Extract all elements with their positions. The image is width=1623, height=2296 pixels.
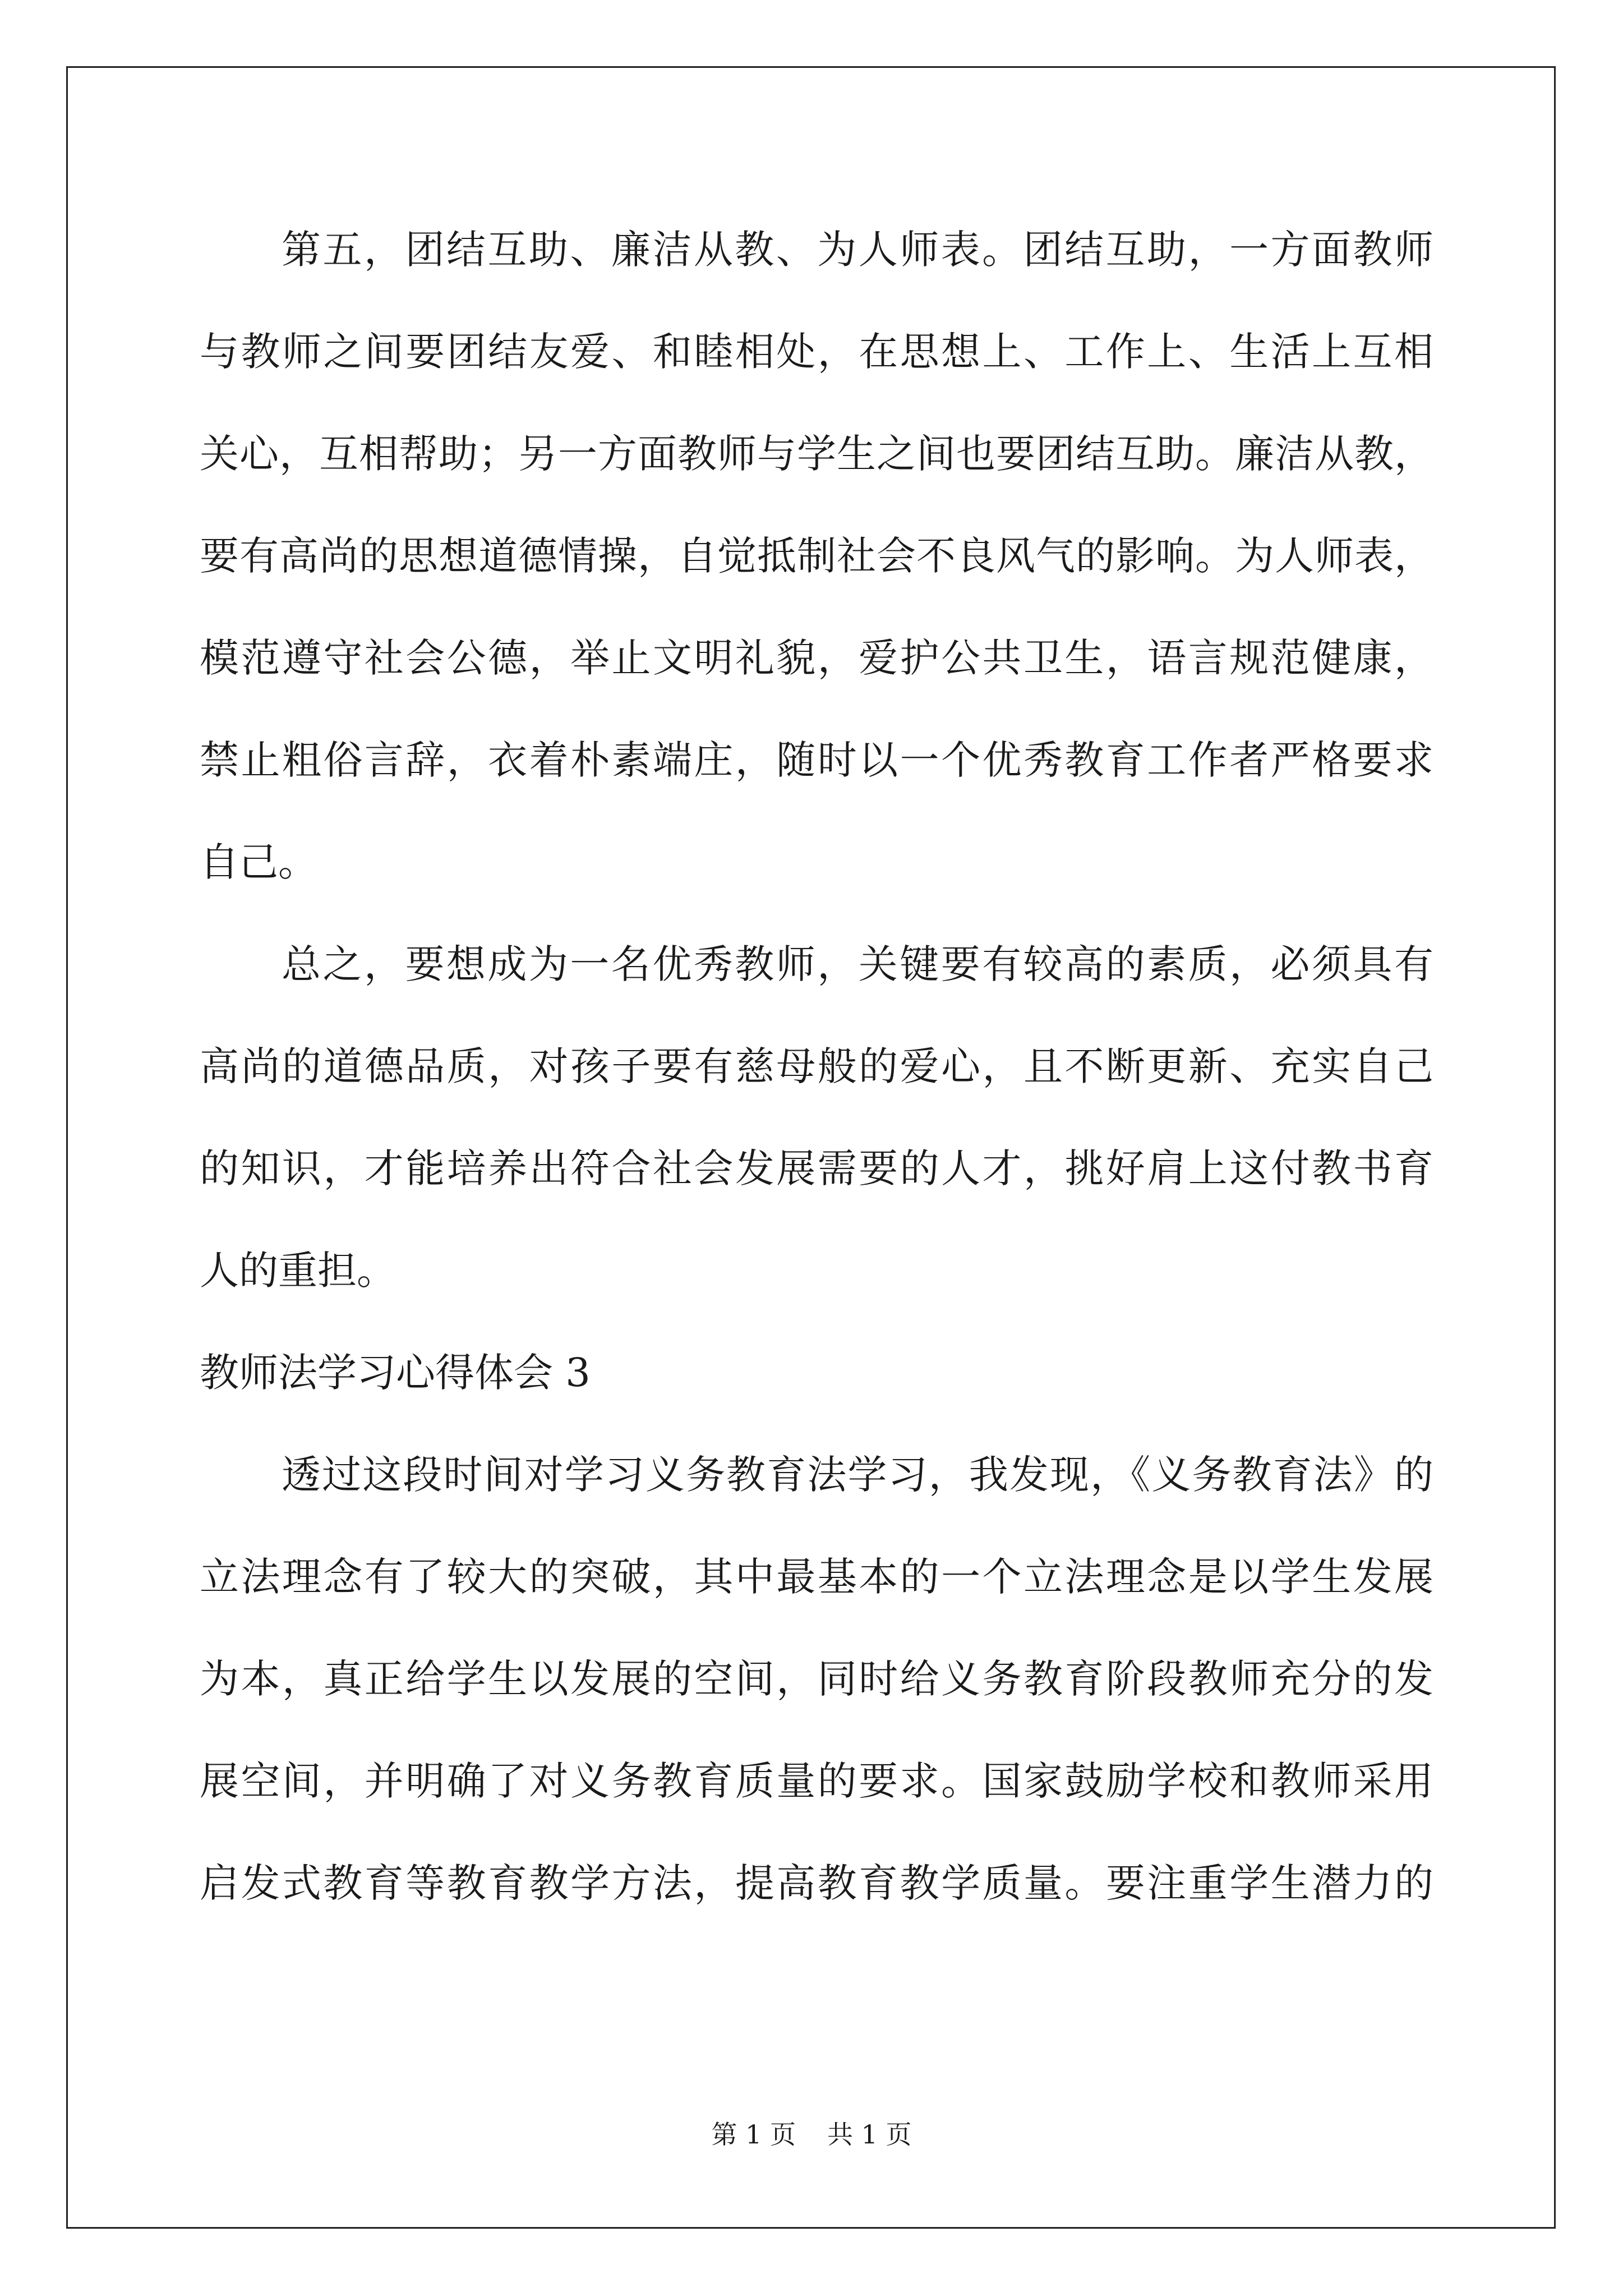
paragraph-line: 为本，真正给学生以发展的空间，同时给义务教育阶段教师充分的发 [200,1656,1433,1702]
paragraph-line: 人的重担。 [200,1248,396,1294]
paragraph-line: 第五，团结互助、廉洁从教、为人师表。团结互助，一方面教师 [282,227,1433,273]
paragraph-line: 启发式教育等教育教学方法，提高教育教学质量。要注重学生潜力的 [200,1860,1433,1906]
page-number: 第 1 页 [711,2119,796,2150]
paragraph-line: 的知识，才能培养出符合社会发展需要的人才，挑好肩上这付教书育 [200,1145,1433,1191]
page-total: 共 1 页 [827,2119,912,2150]
paragraph-line: 禁止粗俗言辞，衣着朴素端庄，随时以一个优秀教育工作者严格要求 [200,737,1433,783]
document-body [200,216,1433,2033]
paragraph-line: 展空间，并明确了对义务教育质量的要求。国家鼓励学校和教师采用 [200,1758,1433,1804]
paragraph-line: 透过这段时间对学习义务教育法学习，我发现，《义务教育法》的 [282,1452,1433,1498]
page-footer [0,2118,1623,2151]
paragraph-line: 总之，要想成为一名优秀教师，关键要有较高的素质，必须具有 [282,941,1433,987]
paragraph-line: 模范遵守社会公德，举止文明礼貌，爱护公共卫生，语言规范健康， [200,635,1433,681]
paragraph-line: 自己。 [200,839,317,885]
paragraph-line: 与教师之间要团结友爱、和睦相处，在思想上、工作上、生活上互相 [200,329,1433,375]
paragraph-line: 高尚的道德品质，对孩子要有慈母般的爱心，且不断更新、充实自己 [200,1043,1433,1089]
paragraph-line: 立法理念有了较大的突破，其中最基本的一个立法理念是以学生发展 [200,1554,1433,1600]
paragraph-line: 关心，互相帮助；另一方面教师与学生之间也要团结互助。廉洁从教， [200,431,1433,477]
section-heading: 教师法学习心得体会 3 [200,1350,591,1396]
paragraph-line: 要有高尚的思想道德情操，自觉抵制社会不良风气的影响。为人师表， [200,533,1433,579]
